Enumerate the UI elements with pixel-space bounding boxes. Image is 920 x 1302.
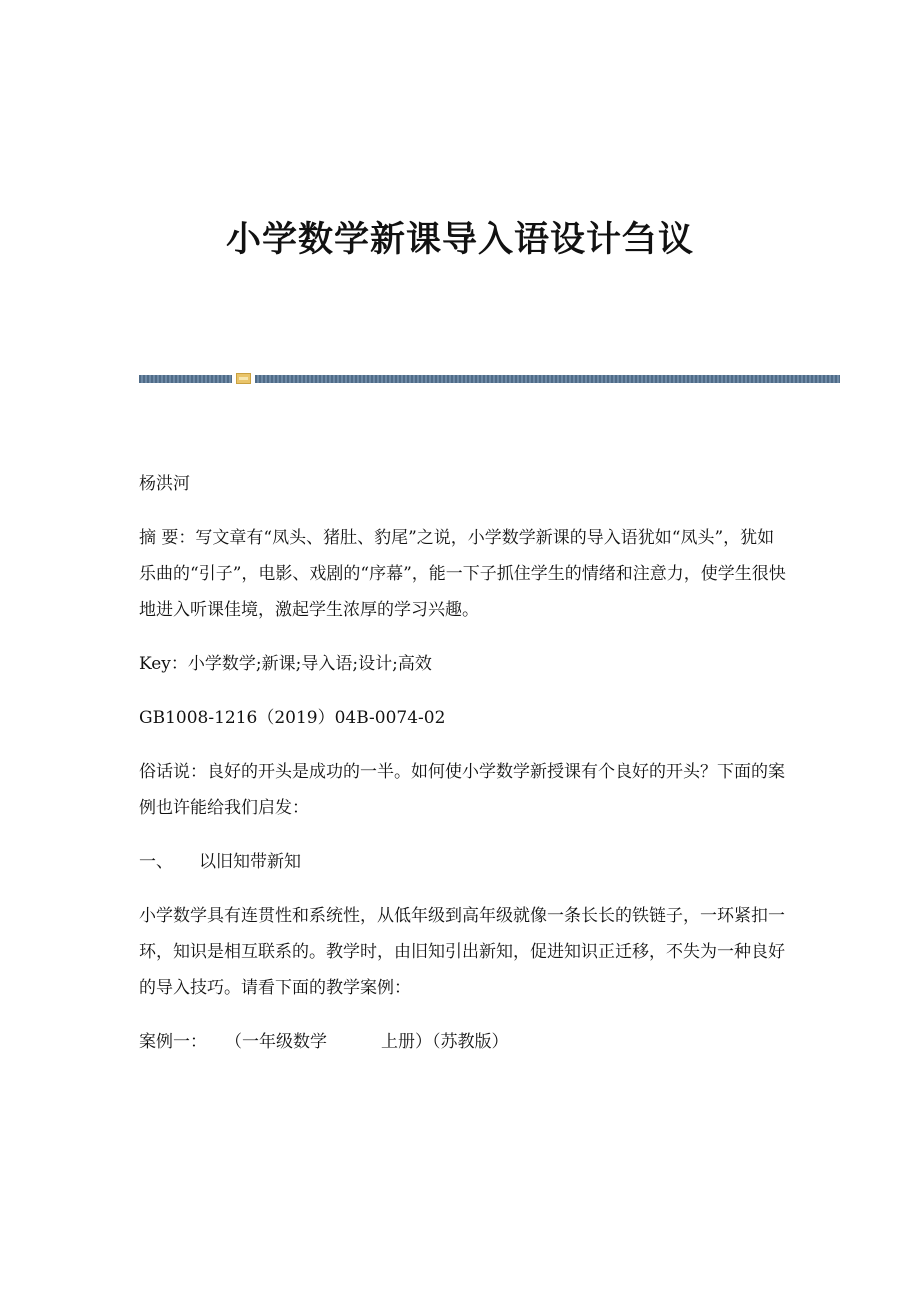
- case-part-b: 上册）（苏教版）: [381, 1032, 509, 1052]
- abstract-text: 写文章有“凤头、猪肚、豹尾”之说，小学数学新课的导入语犹如“凤头”，犹如乐曲的“引子”，电影、戏剧的“序幕”，能一下子抓住学生的情绪和注意力，使学生很快地进入听课佳境，激起学生浓厚的学习兴趣。: [139, 528, 786, 620]
- abstract: [139, 520, 789, 628]
- case-label: 案例一：: [139, 1032, 207, 1052]
- intro-paragraph: 俗话说：良好的开头是成功的一半。如何使小学数学新授课有个良好的开头？下面的案例也许能给我们启发：: [139, 762, 785, 818]
- divider-bar-left: [139, 375, 232, 383]
- section-heading: [139, 844, 789, 880]
- section-number: 一、: [139, 852, 173, 872]
- keywords: [139, 646, 789, 682]
- author: 杨洪河: [139, 474, 190, 494]
- case-part-a: （一年级数学: [225, 1032, 327, 1052]
- divider-ornament-icon: [236, 373, 251, 384]
- document-body: [139, 466, 789, 1078]
- keywords-label: Key：: [139, 654, 188, 674]
- abstract-label: 摘 要：: [139, 528, 196, 548]
- section-paragraph: 小学数学具有连贯性和系统性，从低年级到高年级就像一条长长的铁链子，一环紧扣一环，知识是相互联系的。教学时，由旧知引出新知，促进知识正迁移，不失为一种良好的导入技巧。请看下面的教学案例：: [139, 906, 785, 998]
- document-title: 小学数学新课导入语设计刍议: [225, 219, 694, 260]
- section-heading-text: 以旧知带新知: [199, 852, 301, 872]
- title-divider: [139, 375, 840, 384]
- divider-bar-right: [255, 375, 840, 383]
- case-line: [139, 1024, 789, 1060]
- keywords-text: 小学数学;新课;导入语;设计;高效: [187, 654, 432, 674]
- classification-number: GB1008-1216（2019）04B-0074-02: [139, 708, 446, 728]
